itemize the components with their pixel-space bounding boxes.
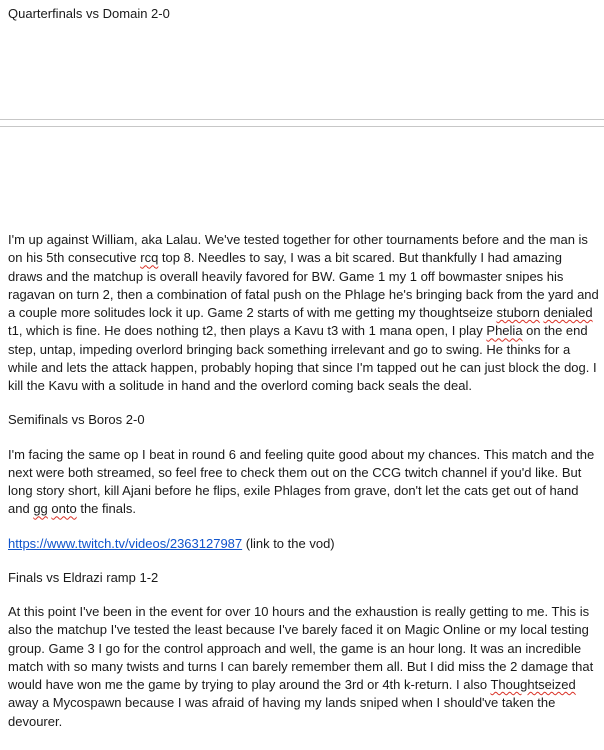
vod-link[interactable]: https://www.twitch.tv/videos/2363127987 — [8, 535, 243, 551]
text-run: away a Mycospawn because I was afraid of having my lands sniped when I should've taken the devourer. — [8, 695, 556, 729]
text-run: I'm facing the same op I beat in round 6 and feeling quite good about my chances. This match and the next were both streamed, so feel free to check them out on the CCG twitch channel if you'd like. But long story short, kill Ajani before he flips, exile Phlages from grave, don't let the cats get out of hand and — [8, 446, 595, 517]
misspelled-word[interactable]: stuborn — [496, 305, 540, 320]
semifinals-heading: Semifinals vs Boros 2-0 — [8, 412, 145, 428]
misspelled-word[interactable]: denialed — [543, 305, 593, 320]
text-run: I'm up against William, aka Lalau. We've tested together for other tournaments before and the man is on his 5th consecutive — [8, 232, 588, 266]
text-run: At this point I've been in the event for over 10 hours and the exhaustion is really getting to me. This is also the matchup I've tested the least because I've barely faced it on Magic Online or my local testing group. Game 3 I go for the control approach and well, the game is an hour long. It was an incredible match with so many twists and turns I can barely remember them all. But I did miss the 2 damage that would have won me the game by trying to play around the 3rd or 4th k-return. I also — [8, 604, 594, 692]
page-break-rule-top — [0, 119, 604, 120]
text-run: the finals. — [76, 501, 136, 517]
misspelled-word[interactable]: Thoughtseized — [490, 677, 576, 692]
misspelled-word[interactable]: rcq — [140, 250, 159, 266]
misspelled-word[interactable]: onto — [51, 501, 77, 517]
page-break-rule-bottom — [0, 126, 604, 127]
vod-line — [8, 535, 600, 553]
text-run: top 8. Needles to say, I was a bit scared. But thankfully I had amazing draws and the matchup is overall heavily favored for BW. Game 1 my 1 off bowmaster snipes his ragavan on turn 2, then a combination of fatal push on the Phlage he's bringing back from the yard and a couple more solitudes lock it up. Game 2 starts of with me getting my thoughtseize — [8, 250, 599, 320]
semifinals-paragraph — [8, 446, 600, 519]
misspelled-word[interactable]: Phelia — [486, 323, 523, 339]
quarterfinals-paragraph — [8, 231, 600, 395]
quarterfinals-heading: Quarterfinals vs Domain 2-0 — [8, 6, 170, 21]
finals-heading: Finals vs Eldrazi ramp 1-2 — [8, 569, 159, 585]
vod-note: (link to the vod) — [242, 535, 335, 551]
text-run: t1, which is fine. He does nothing t2, then plays a Kavu t3 with 1 mana open, I play — [8, 323, 487, 339]
finals-paragraph — [8, 603, 600, 731]
document-body — [8, 231, 600, 747]
text-run: on the end step, untap, impeding overlord bringing back something irrelevant and go to swing. He thinks for a while and lets the attack happen, probably hoping that since I'm tapped out he can just block the dog. I kill the Kavu with a solitude in hand and the overlord coming back seals the deal. — [8, 323, 597, 393]
misspelled-word[interactable]: gg — [33, 501, 48, 517]
